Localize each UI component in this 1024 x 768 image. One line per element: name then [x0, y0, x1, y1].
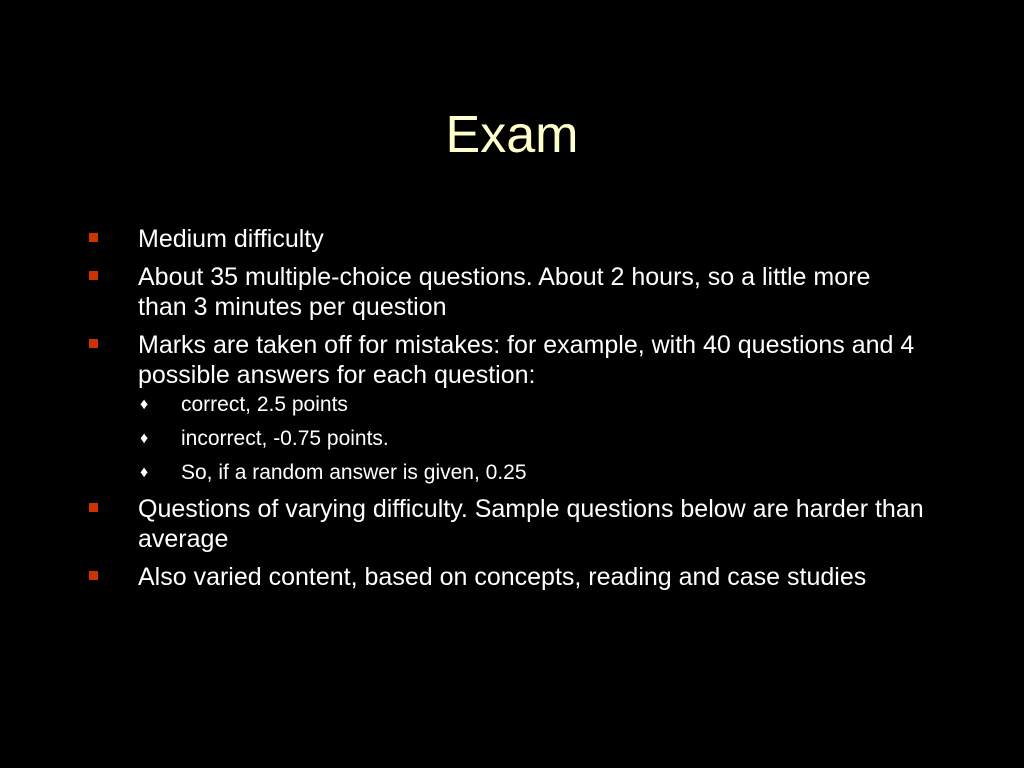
square-bullet-icon	[89, 503, 98, 512]
list-item-text: Medium difficulty	[138, 225, 324, 253]
list-item-text: Also varied content, based on concepts, reading and case studies	[138, 563, 867, 591]
sub-list-item	[0, 392, 924, 418]
list-item-text: Marks are taken off for mistakes: for example, with 40 questions and 4 possible answers for each question:	[138, 331, 915, 389]
list-item	[0, 224, 1024, 254]
square-bullet-icon	[89, 339, 98, 348]
list-item	[0, 562, 1024, 592]
sub-list-item	[0, 460, 924, 486]
slide-title: Exam	[445, 106, 579, 164]
diamond-bullet-icon: ♦	[140, 430, 149, 447]
sub-bullet-list	[138, 392, 924, 486]
bullet-list	[0, 224, 1024, 600]
square-bullet-icon	[89, 571, 98, 580]
square-bullet-icon	[89, 233, 98, 242]
diamond-bullet-icon: ♦	[140, 396, 149, 413]
sub-list-item-text: So, if a random answer is given, 0.25	[181, 461, 527, 484]
list-item	[0, 494, 1024, 554]
list-item-text: About 35 multiple-choice questions. About 2 hours, so a little more than 3 minutes per question	[138, 263, 871, 321]
sub-list-item-text: incorrect, -0.75 points.	[181, 427, 389, 450]
sub-list-item-text: correct, 2.5 points	[181, 393, 348, 416]
list-item	[0, 330, 1024, 486]
list-item	[0, 262, 1024, 322]
list-item-text: Questions of varying difficulty. Sample questions below are harder than average	[138, 495, 924, 553]
diamond-bullet-icon: ♦	[140, 464, 149, 481]
sub-list-item	[0, 426, 924, 452]
square-bullet-icon	[89, 271, 98, 280]
